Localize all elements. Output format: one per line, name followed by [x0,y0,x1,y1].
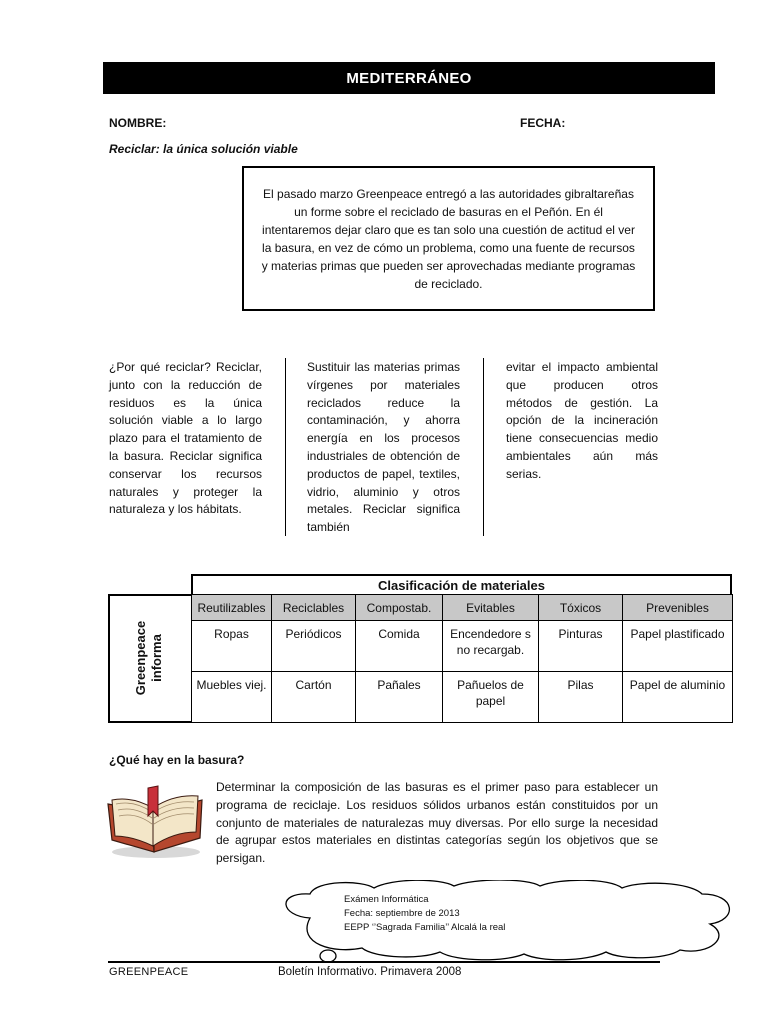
column-divider-2 [483,358,484,536]
footer-rule [108,961,660,963]
column-1-text: ¿Por qué reciclar? Reciclar, junto con la reducción de residuos es la única solución viable a lo largo plazo para el tratamiento de la basura. Reciclar significa conservar los recursos naturales y proteger la naturaleza y los hábitats. [109,360,262,517]
table-cell: Pañuelos de papel [443,672,539,723]
header-compostables: Compostab. [356,595,443,621]
table-cell: Pilas [539,672,623,723]
intro-text: El pasado marzo Greenpeace entregó a las autoridades gibraltareñas un forme sobre el reciclado de basuras en el Peñón. En él intentaremos dejar claro que es tan solo una cuestión de actitud el ver la basura, en vez de cómo un problema, como una fuente de recursos y materias primas que pueden ser aprovechadas mediante programas de reciclado. [261,186,636,291]
header-prevenibles: Prevenibles [623,595,733,621]
column-2-text: Sustituir las materias primas vírgenes por materiales reciclados reduce la contaminación, y ahorra energía en los procesos industriales de obtención de productos de papel, textiles, vidrio, aluminio y otros metales. Reciclar significa también [307,360,460,535]
column-divider-1 [285,358,286,536]
header-evitables: Evitables [443,595,539,621]
open-book-icon [102,782,208,862]
table-cell: Pañales [356,672,443,723]
footer-publisher: GREENPEACE [109,966,189,978]
table-cell: Comida [356,621,443,672]
side-label-line-1: Greenpeace [133,620,148,696]
table-cell: Periódicos [272,621,356,672]
table-cell: Muebles viej. [192,672,272,723]
side-label-line-2: informa [149,634,164,682]
header-toxicos: Tóxicos [539,595,623,621]
note-text [344,893,505,935]
table-row [192,672,733,723]
note-line-1: Exámen Informática [344,894,429,905]
page-title: MEDITERRÁNEO [346,69,472,87]
table-cell: Ropas [192,621,272,672]
note-line-2: Fecha: septiembre de 2013 [344,908,460,919]
table-cell: Papel plastificado [623,621,733,672]
table-cell: Pinturas [539,621,623,672]
note-line-3: EEPP ‘’Sagrada Familia’’ Alcalá la real [344,922,506,933]
article-subtitle: Reciclar: la única solución viable [109,142,298,156]
name-label: NOMBRE: [109,116,167,130]
intro-box [242,166,655,311]
table-cell: Papel de aluminio [623,672,733,723]
table-row [192,621,733,672]
header-reciclables: Reciclables [272,595,356,621]
trash-heading: ¿Qué hay en la basura? [109,753,245,767]
trash-paragraph: Determinar la composición de las basuras es el primer paso para establecer un programa de reciclaje. Los residuos sólidos urbanos están constituidos por un conjunto de materiales de naturalezas muy diversas. Por ello surge la necesidad de agrupar estos materiales en distintas categorías según los objetivos que se persigan. [216,780,658,866]
column-3-text: evitar el impacto ambiental que producen otros métodos de gestión. La opción de la incineración tiene consecuencias medio ambientales aún más serias. [506,360,658,481]
header-reutilizables: Reutilizables [192,595,272,621]
footer-bulletin: Boletín Informativo. Primavera 2008 [278,966,462,978]
table-header-row [192,595,733,621]
page-title-bar [103,62,715,94]
table-caption-box [191,574,732,594]
table-caption: Clasificación de materiales [378,577,545,593]
table-cell: Cartón [272,672,356,723]
table-cell: Encendedore s no recargab. [443,621,539,672]
materials-table [191,594,733,723]
date-label: FECHA: [520,116,566,130]
